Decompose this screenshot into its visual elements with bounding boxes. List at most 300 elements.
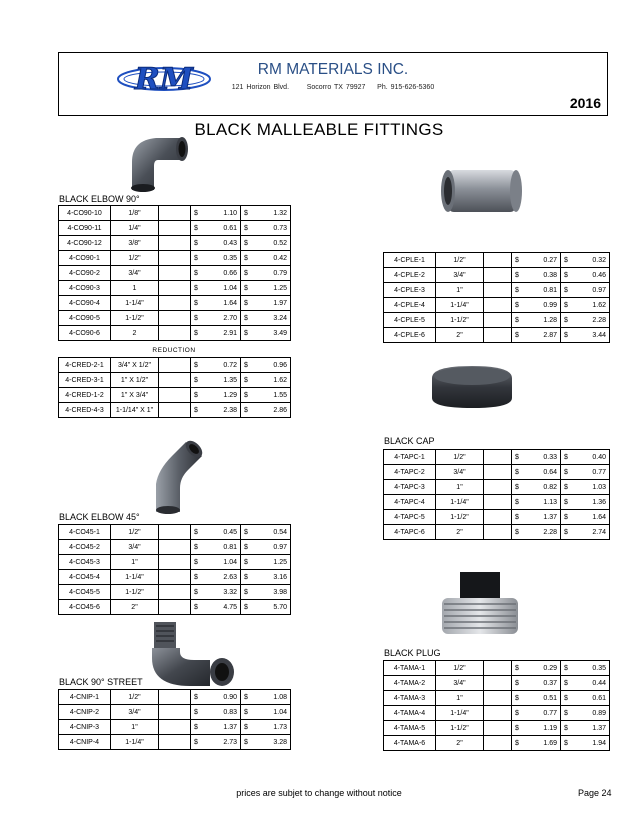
currency-cell: $: [512, 268, 532, 283]
part-number-cell: 4-TAPC-5: [384, 510, 436, 525]
currency-cell: $: [191, 735, 211, 750]
currency-cell: $: [512, 328, 532, 343]
spacer-cell: [159, 221, 191, 236]
spacer-cell: [159, 540, 191, 555]
spacer-cell: [159, 311, 191, 326]
list-price-cell: 0.35: [581, 661, 610, 676]
currency-cell: $: [241, 705, 261, 720]
table-row: [384, 736, 610, 751]
price-cell: 0.81: [532, 283, 561, 298]
currency-cell: $: [241, 555, 261, 570]
price-cell: 0.72: [211, 358, 241, 373]
currency-cell: $: [241, 206, 261, 221]
currency-cell: $: [561, 736, 581, 751]
elbow90-label: BLACK ELBOW 90°: [59, 194, 140, 204]
spacer-cell: [484, 298, 512, 313]
table-row: [384, 328, 610, 343]
spacer-cell: [159, 525, 191, 540]
currency-cell: $: [561, 253, 581, 268]
currency-cell: $: [561, 268, 581, 283]
list-price-cell: 3.49: [261, 326, 291, 341]
part-number-cell: 4-CNIP-2: [59, 705, 111, 720]
table-row: [384, 495, 610, 510]
table-row: [59, 311, 291, 326]
table-row: [384, 525, 610, 540]
spacer-cell: [159, 236, 191, 251]
price-cell: 1.28: [532, 313, 561, 328]
price-cell: 0.77: [532, 706, 561, 721]
size-cell: 3/4": [436, 676, 484, 691]
size-cell: 1": [111, 720, 159, 735]
currency-cell: $: [191, 266, 211, 281]
currency-cell: $: [561, 298, 581, 313]
table-row: [59, 358, 291, 373]
price-cell: 0.61: [211, 221, 241, 236]
part-number-cell: 4-TAMA-4: [384, 706, 436, 721]
page-title: BLACK MALLEABLE FITTINGS: [194, 120, 444, 139]
size-cell: 3/4": [436, 465, 484, 480]
currency-cell: $: [191, 206, 211, 221]
price-cell: 0.83: [211, 705, 241, 720]
table-row: [384, 450, 610, 465]
currency-cell: $: [561, 661, 581, 676]
currency-cell: $: [191, 720, 211, 735]
plug-price-table: [383, 660, 610, 751]
spacer-cell: [159, 326, 191, 341]
price-cell: 0.43: [211, 236, 241, 251]
price-cell: 0.45: [211, 525, 241, 540]
list-price-cell: 0.44: [581, 676, 610, 691]
table-row: [59, 266, 291, 281]
price-cell: 1.35: [211, 373, 241, 388]
spacer-cell: [484, 525, 512, 540]
list-price-cell: 2.86: [261, 403, 291, 418]
size-cell: 1": [111, 555, 159, 570]
part-number-cell: 4-TAPC-6: [384, 525, 436, 540]
part-number-cell: 4-TAMA-1: [384, 661, 436, 676]
table-row: [59, 555, 291, 570]
part-number-cell: 4-CPLE-5: [384, 313, 436, 328]
part-number-cell: 4-TAMA-3: [384, 691, 436, 706]
part-number-cell: 4-CO90-10: [59, 206, 111, 221]
list-price-cell: 3.16: [261, 570, 291, 585]
price-cell: 2.87: [532, 328, 561, 343]
list-price-cell: 2.28: [581, 313, 610, 328]
currency-cell: $: [561, 328, 581, 343]
table-row: [384, 691, 610, 706]
list-price-cell: 0.40: [581, 450, 610, 465]
price-cell: 1.19: [532, 721, 561, 736]
price-cell: 1.04: [211, 281, 241, 296]
list-price-cell: 3.98: [261, 585, 291, 600]
table-row: [59, 690, 291, 705]
size-cell: 3/4": [111, 540, 159, 555]
price-cell: 0.66: [211, 266, 241, 281]
part-number-cell: 4-CO45-2: [59, 540, 111, 555]
currency-cell: $: [191, 555, 211, 570]
list-price-cell: 1.97: [261, 296, 291, 311]
part-number-cell: 4-TAPC-1: [384, 450, 436, 465]
size-cell: 1/4": [111, 221, 159, 236]
part-number-cell: 4-CO90-11: [59, 221, 111, 236]
size-cell: 2": [436, 328, 484, 343]
part-number-cell: 4-CNIP-4: [59, 735, 111, 750]
city-address: Socorro TX 79927: [306, 84, 366, 91]
street90-label: BLACK 90° STREET: [59, 677, 143, 687]
currency-cell: $: [191, 221, 211, 236]
list-price-cell: 5.70: [261, 600, 291, 615]
price-cell: 2.63: [211, 570, 241, 585]
currency-cell: $: [561, 721, 581, 736]
size-cell: 1/8": [111, 206, 159, 221]
list-price-cell: 0.77: [581, 465, 610, 480]
spacer-cell: [159, 585, 191, 600]
size-cell: 1": [436, 480, 484, 495]
size-cell: 1": [436, 283, 484, 298]
part-number-cell: 4-CO45-4: [59, 570, 111, 585]
size-cell: 1-1/2": [436, 510, 484, 525]
spacer-cell: [484, 495, 512, 510]
table-row: [384, 268, 610, 283]
part-number-cell: 4-TAMA-2: [384, 676, 436, 691]
price-cell: 0.81: [211, 540, 241, 555]
list-price-cell: 1.32: [261, 206, 291, 221]
currency-cell: $: [191, 326, 211, 341]
size-cell: 1/2": [111, 525, 159, 540]
table-row: [59, 720, 291, 735]
size-cell: 3/4" X 1/2": [111, 358, 159, 373]
spacer-cell: [159, 735, 191, 750]
price-cell: 0.27: [532, 253, 561, 268]
currency-cell: $: [512, 465, 532, 480]
currency-cell: $: [191, 236, 211, 251]
currency-cell: $: [561, 706, 581, 721]
size-cell: 3/4": [111, 266, 159, 281]
currency-cell: $: [512, 676, 532, 691]
part-number-cell: 4-CNIP-1: [59, 690, 111, 705]
currency-cell: $: [191, 296, 211, 311]
list-price-cell: 0.46: [581, 268, 610, 283]
elbow-90-image: [122, 130, 198, 192]
cap-image: [426, 362, 518, 412]
currency-cell: $: [191, 705, 211, 720]
table-row: [59, 206, 291, 221]
list-price-cell: 1.62: [581, 298, 610, 313]
size-cell: 2": [436, 736, 484, 751]
list-price-cell: 1.73: [261, 720, 291, 735]
currency-cell: $: [512, 313, 532, 328]
table-row: [384, 313, 610, 328]
size-cell: 2": [436, 525, 484, 540]
currency-cell: $: [241, 236, 261, 251]
price-cell: 0.35: [211, 251, 241, 266]
currency-cell: $: [512, 721, 532, 736]
size-cell: 1-1/2": [436, 721, 484, 736]
price-cell: 1.37: [211, 720, 241, 735]
table-row: [59, 326, 291, 341]
spacer-cell: [484, 465, 512, 480]
list-price-cell: 1.55: [261, 388, 291, 403]
currency-cell: $: [191, 373, 211, 388]
currency-cell: $: [561, 691, 581, 706]
table-row: [384, 676, 610, 691]
spacer-cell: [159, 358, 191, 373]
cap-price-table: [383, 449, 610, 540]
spacer-cell: [159, 373, 191, 388]
currency-cell: $: [191, 540, 211, 555]
size-cell: 2": [111, 600, 159, 615]
size-cell: 1-1/2": [111, 311, 159, 326]
spacer-cell: [159, 705, 191, 720]
currency-cell: $: [561, 480, 581, 495]
part-number-cell: 4-TAPC-4: [384, 495, 436, 510]
currency-cell: $: [561, 495, 581, 510]
part-number-cell: 4-CO90-5: [59, 311, 111, 326]
price-cell: 0.90: [211, 690, 241, 705]
spacer-cell: [484, 283, 512, 298]
part-number-cell: 4-TAMA-5: [384, 721, 436, 736]
table-row: [59, 403, 291, 418]
list-price-cell: 1.03: [581, 480, 610, 495]
currency-cell: $: [191, 311, 211, 326]
elbow45-label: BLACK ELBOW 45°: [59, 512, 140, 522]
price-cell: 0.37: [532, 676, 561, 691]
table-row: [384, 253, 610, 268]
coupling-price-table: [383, 252, 610, 343]
price-cell: 0.99: [532, 298, 561, 313]
company-name: RM MATERIALS INC.: [257, 61, 409, 78]
part-number-cell: 4-CO45-5: [59, 585, 111, 600]
currency-cell: $: [241, 690, 261, 705]
size-cell: 1/2": [111, 690, 159, 705]
spacer-cell: [484, 253, 512, 268]
currency-cell: $: [561, 450, 581, 465]
spacer-cell: [484, 328, 512, 343]
spacer-cell: [159, 388, 191, 403]
spacer-cell: [159, 720, 191, 735]
size-cell: 1-1/4": [111, 570, 159, 585]
size-cell: 3/8": [111, 236, 159, 251]
price-cell: 1.29: [211, 388, 241, 403]
table-row: [59, 281, 291, 296]
street-90-image: [150, 616, 238, 690]
spacer-cell: [159, 690, 191, 705]
reduction-price-table: [58, 357, 291, 418]
spacer-cell: [484, 313, 512, 328]
currency-cell: $: [241, 525, 261, 540]
size-cell: 1: [111, 281, 159, 296]
spacer-cell: [159, 296, 191, 311]
currency-cell: $: [191, 388, 211, 403]
currency-cell: $: [241, 266, 261, 281]
phone-number: Ph. 915-626-5360: [377, 84, 435, 91]
size-cell: 1-1/2": [111, 585, 159, 600]
table-row: [384, 283, 610, 298]
size-cell: 1/2": [436, 661, 484, 676]
currency-cell: $: [512, 253, 532, 268]
part-number-cell: 4-CO90-1: [59, 251, 111, 266]
size-cell: 1-1/4": [436, 495, 484, 510]
part-number-cell: 4-CO45-1: [59, 525, 111, 540]
size-cell: 1": [436, 691, 484, 706]
spacer-cell: [159, 206, 191, 221]
part-number-cell: 4-CRED-4-3: [59, 403, 111, 418]
plug-image: [438, 568, 522, 638]
currency-cell: $: [241, 281, 261, 296]
currency-cell: $: [191, 358, 211, 373]
size-cell: 1-1/4": [111, 735, 159, 750]
table-row: [384, 661, 610, 676]
header-box: [58, 52, 608, 116]
price-cell: 1.69: [532, 736, 561, 751]
list-price-cell: 0.73: [261, 221, 291, 236]
table-row: [59, 570, 291, 585]
size-cell: 1/2": [111, 251, 159, 266]
currency-cell: $: [191, 403, 211, 418]
plug-label: BLACK PLUG: [384, 648, 441, 658]
currency-cell: $: [241, 540, 261, 555]
currency-cell: $: [191, 525, 211, 540]
part-number-cell: 4-CPLE-3: [384, 283, 436, 298]
table-row: [59, 540, 291, 555]
size-cell: 2: [111, 326, 159, 341]
currency-cell: $: [561, 525, 581, 540]
list-price-cell: 0.42: [261, 251, 291, 266]
size-cell: 1/2": [436, 253, 484, 268]
spacer-cell: [484, 661, 512, 676]
spacer-cell: [484, 510, 512, 525]
table-row: [59, 600, 291, 615]
size-cell: 1" X 3/4": [111, 388, 159, 403]
part-number-cell: 4-TAMA-6: [384, 736, 436, 751]
table-row: [384, 480, 610, 495]
price-cell: 0.82: [532, 480, 561, 495]
spacer-cell: [484, 736, 512, 751]
table-row: [384, 721, 610, 736]
list-price-cell: 1.94: [581, 736, 610, 751]
table-row: [384, 465, 610, 480]
currency-cell: $: [512, 480, 532, 495]
currency-cell: $: [191, 251, 211, 266]
table-row: [59, 585, 291, 600]
currency-cell: $: [241, 570, 261, 585]
price-cell: 0.33: [532, 450, 561, 465]
elbow90-price-table: [58, 205, 291, 341]
currency-cell: $: [191, 585, 211, 600]
table-row: [59, 373, 291, 388]
currency-cell: $: [241, 600, 261, 615]
part-number-cell: 4-CO45-6: [59, 600, 111, 615]
list-price-cell: 1.37: [581, 721, 610, 736]
price-cell: 2.70: [211, 311, 241, 326]
currency-cell: $: [561, 676, 581, 691]
spacer-cell: [484, 691, 512, 706]
coupling-image: [438, 164, 526, 218]
currency-cell: $: [191, 690, 211, 705]
spacer-cell: [484, 268, 512, 283]
part-number-cell: 4-CO45-3: [59, 555, 111, 570]
list-price-cell: 0.54: [261, 525, 291, 540]
spacer-cell: [159, 251, 191, 266]
currency-cell: $: [512, 736, 532, 751]
currency-cell: $: [241, 388, 261, 403]
table-row: [384, 706, 610, 721]
part-number-cell: 4-CO90-2: [59, 266, 111, 281]
size-cell: 3/4": [436, 268, 484, 283]
currency-cell: $: [561, 313, 581, 328]
part-number-cell: 4-CO90-4: [59, 296, 111, 311]
price-cell: 2.38: [211, 403, 241, 418]
table-row: [59, 388, 291, 403]
part-number-cell: 4-CRED-3-1: [59, 373, 111, 388]
page-number: Page 24: [578, 788, 612, 798]
table-row: [384, 510, 610, 525]
part-number-cell: 4-CPLE-4: [384, 298, 436, 313]
currency-cell: $: [512, 661, 532, 676]
part-number-cell: 4-CPLE-1: [384, 253, 436, 268]
price-cell: 0.38: [532, 268, 561, 283]
table-row: [59, 735, 291, 750]
currency-cell: $: [512, 450, 532, 465]
currency-cell: $: [191, 281, 211, 296]
price-cell: 1.13: [532, 495, 561, 510]
cap-label: BLACK CAP: [384, 436, 435, 446]
list-price-cell: 1.25: [261, 555, 291, 570]
spacer-cell: [484, 480, 512, 495]
currency-cell: $: [241, 326, 261, 341]
currency-cell: $: [241, 221, 261, 236]
spacer-cell: [159, 281, 191, 296]
list-price-cell: 3.44: [581, 328, 610, 343]
currency-cell: $: [512, 510, 532, 525]
size-cell: 1-1/4": [436, 706, 484, 721]
price-cell: 4.75: [211, 600, 241, 615]
table-row: [59, 525, 291, 540]
list-price-cell: 1.04: [261, 705, 291, 720]
table-row: [59, 251, 291, 266]
currency-cell: $: [241, 358, 261, 373]
list-price-cell: 1.64: [581, 510, 610, 525]
currency-cell: $: [241, 585, 261, 600]
currency-cell: $: [191, 570, 211, 585]
price-cell: 0.51: [532, 691, 561, 706]
catalog-year: 2016: [569, 95, 601, 111]
size-cell: 1-1/4": [111, 296, 159, 311]
street-address: 121 Horizon Blvd.: [231, 84, 290, 91]
currency-cell: $: [241, 403, 261, 418]
reduction-label: REDUCTION: [152, 347, 196, 354]
elbow-45-image: [142, 434, 208, 514]
part-number-cell: 4-CRED-2-1: [59, 358, 111, 373]
spacer-cell: [159, 600, 191, 615]
currency-cell: $: [241, 251, 261, 266]
list-price-cell: 2.74: [581, 525, 610, 540]
price-cell: 2.91: [211, 326, 241, 341]
table-row: [59, 221, 291, 236]
price-cell: 1.37: [532, 510, 561, 525]
spacer-cell: [484, 676, 512, 691]
table-row: [59, 296, 291, 311]
list-price-cell: 3.28: [261, 735, 291, 750]
currency-cell: $: [241, 296, 261, 311]
spacer-cell: [484, 721, 512, 736]
table-row: [384, 298, 610, 313]
price-cell: 0.64: [532, 465, 561, 480]
table-row: [59, 236, 291, 251]
price-cell: 1.04: [211, 555, 241, 570]
list-price-cell: 0.96: [261, 358, 291, 373]
svg-text:RM: RM: [134, 62, 194, 97]
